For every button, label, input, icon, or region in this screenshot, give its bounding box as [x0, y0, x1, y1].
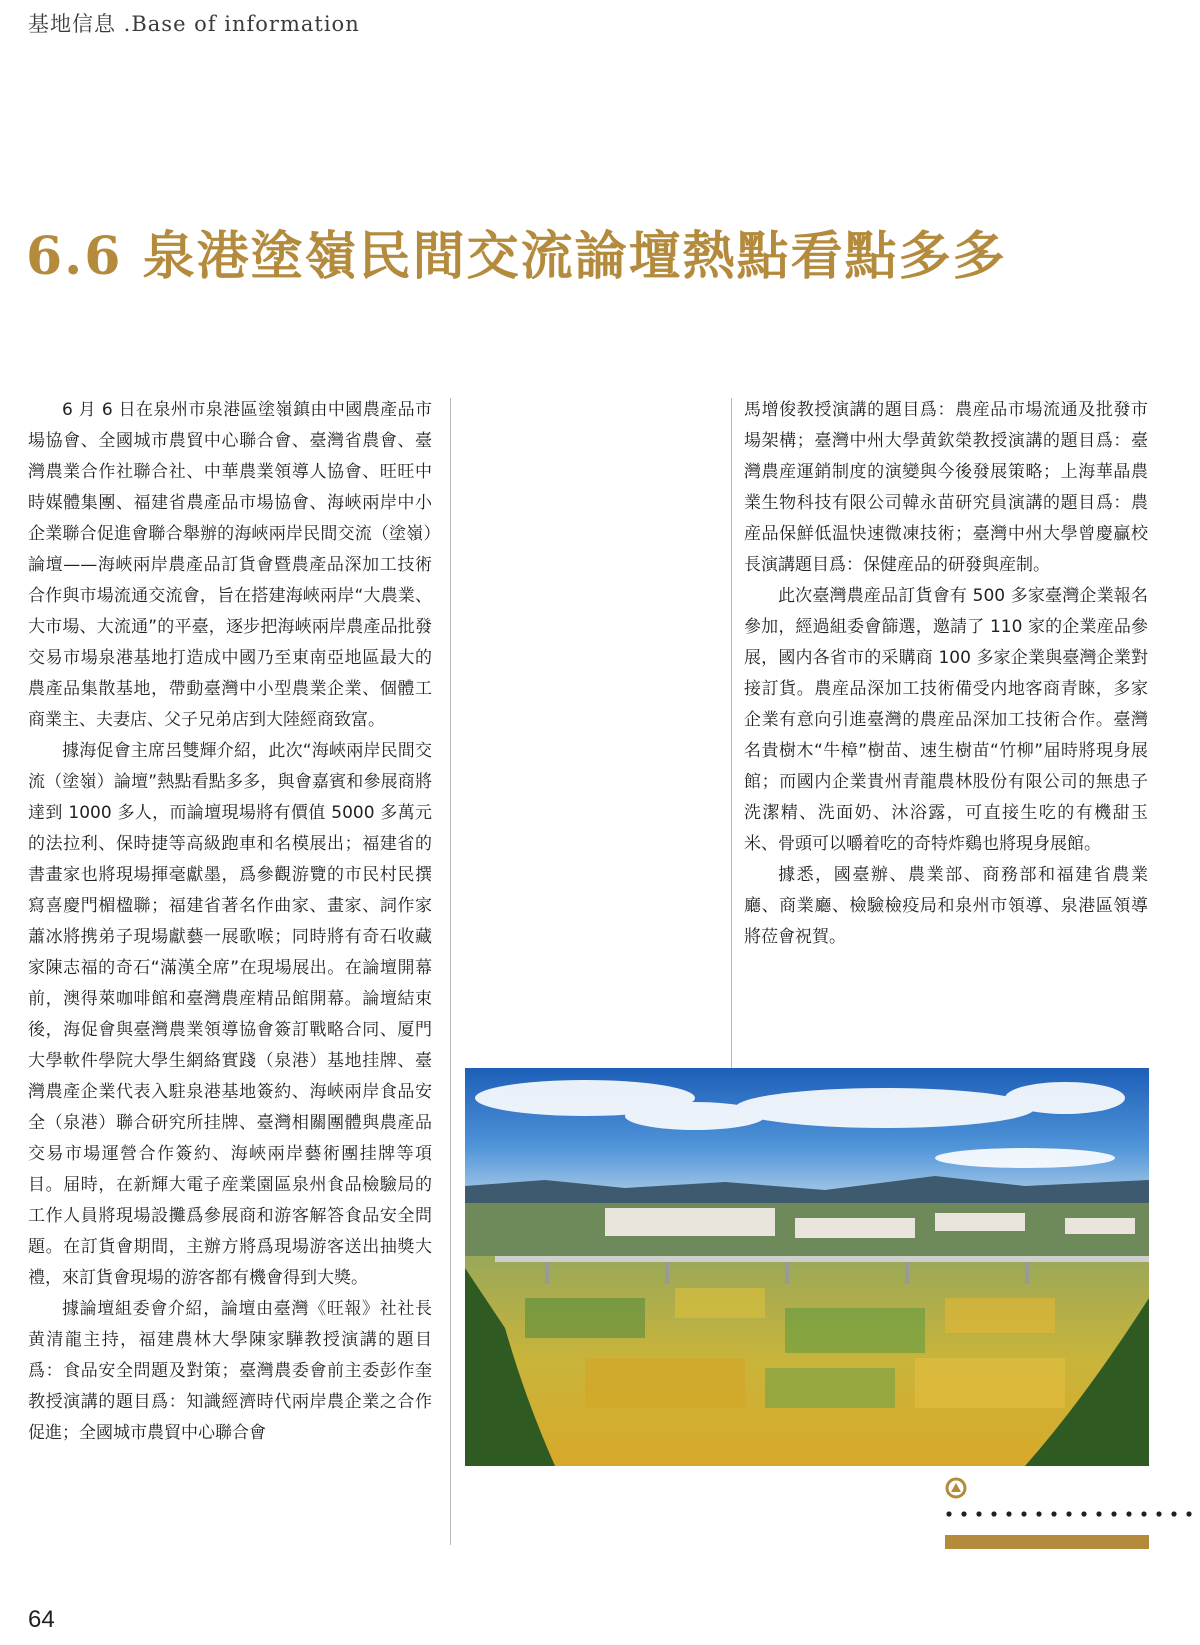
landscape-photo — [465, 1068, 1149, 1466]
dotted-line-decoration — [946, 1510, 1200, 1518]
decor-dot — [1006, 1511, 1011, 1516]
decor-dot — [1096, 1511, 1101, 1516]
decor-dot — [1036, 1511, 1041, 1516]
decor-dot — [1186, 1511, 1191, 1516]
paragraph: 據海促會主席呂雙輝介紹，此次“海峽兩岸民間交流（塗嶺）論壇”熱點看點多多，與會嘉賓和參展商將達到 1000 多人，而論壇現場將有價值 5000 多萬元的法拉利、保時捷等高級跑車和名模展出；福建省的書畫家也將現場揮毫獻墨，爲參觀游覽的市民村民撰寫喜慶門楣楹聯；福建省著名作曲家、畫家、詞作家蕭冰將携弟子現場獻藝一展歌喉；同時將有奇石收藏家陳志福的奇石“滿漢全席”在現場展出。在論壇開幕前，澳得萊咖啡館和臺灣農産精品館開幕。論壇結束後，海促會與臺灣農業領導協會簽訂戰略合同、厦門大學軟件學院大學生網絡實踐（泉港）基地挂牌、臺灣農產企業代表入駐泉港基地簽約、海峽兩岸食品安全（泉港）聯合研究所挂牌、臺灣相關團體與農產品交易市場運營合作簽約、海峽兩岸藝術團挂牌等項目。届時，在新輝大電子産業園區泉州食品檢驗局的工作人員將現場設攤爲參展商和游客解答食品安全問題。在訂貨會期間，主辦方將爲現場游客送出抽獎大禮，來訂貨會現場的游客都有機會得到大獎。 — [28, 741, 432, 1288]
article-right-column — [744, 395, 1148, 953]
paragraph: 據悉，國臺辦、農業部、商務部和福建省農業廳、商業廳、檢驗檢疫局和泉州市領導、泉港區領導將莅會祝賀。 — [744, 865, 1148, 947]
decor-dot — [1051, 1511, 1056, 1516]
column-divider — [450, 398, 451, 1545]
column-divider — [731, 398, 732, 1068]
triangle-icon — [945, 1477, 967, 1499]
decor-dot — [1171, 1511, 1176, 1516]
decor-dot — [1081, 1511, 1086, 1516]
decor-dot — [976, 1511, 981, 1516]
decor-dot — [1111, 1511, 1116, 1516]
decor-dot — [961, 1511, 966, 1516]
page-number: 64 — [28, 1606, 55, 1633]
paragraph: 據論壇組委會介紹，論壇由臺灣《旺報》社社長黄清龍主持，福建農林大學陳家驊教授演講的題目爲：食品安全問題及對策；臺灣農委會前主委彭作奎教授演講的題目爲：知識經濟時代兩岸農企業之合作促進；全國城市農貿中心聯合會 — [28, 1299, 432, 1443]
article-title: 6.6 泉港塗嶺民間交流論壇熱點看點多多 — [26, 226, 1007, 287]
paragraph: 馬增俊教授演講的題目爲：農産品市場流通及批發市場架構；臺灣中州大學黄欽榮教授演講的題目爲：臺灣農産運銷制度的演變與今後發展策略；上海華晶農業生物科技有限公司韓永苗研究員演講的題目爲：農産品保鮮低温快速微凍技術；臺灣中州大學曾慶贏校長演講題目爲：保健産品的研發與産制。 — [744, 400, 1148, 575]
decor-dot — [1141, 1511, 1146, 1516]
decor-dot — [946, 1511, 951, 1516]
decor-dot — [1021, 1511, 1026, 1516]
paragraph: 此次臺灣農産品訂貨會有 500 多家臺灣企業報名參加，經過組委會篩選，邀請了 110 家的企業産品參展，國内各省市的采購商 100 多家企業與臺灣企業對接訂貨。農産品深加工技術備受内地客商青睞，多家企業有意向引進臺灣的農産品深加工技術合作。臺灣名貴樹木“牛樟”樹苗、速生樹苗“竹柳”届時將現身展館；而國内企業貴州青龍農林股份有限公司的無患子洗潔精、洗面奶、沐浴露，可直接生吃的有機甜玉米、骨頭可以嚼着吃的奇特炸鷄也將現身展館。 — [744, 586, 1148, 854]
decor-dot — [1126, 1511, 1131, 1516]
article-left-column — [28, 395, 432, 1449]
paragraph: 6 月 6 日在泉州市泉港區塗嶺鎮由中國農產品市場協會、全國城市農貿中心聯合會、臺灣省農會、臺灣農業合作社聯合社、中華農業領導人協會、旺旺中時媒體集團、福建省農產品市場協會、海峽兩岸中小企業聯合促進會聯合舉辦的海峽兩岸民間交流（塗嶺）論壇——海峽兩岸農產品訂貨會暨農產品深加工技術合作與市場流通交流會，旨在搭建海峽兩岸“大農業、大市場、大流通”的平臺，逐步把海峽兩岸農產品批發交易市場泉港基地打造成中國乃至東南亞地區最大的農產品集散基地，帶動臺灣中小型農業企業、個體工商業主、夫妻店、父子兄弟店到大陸經商致富。 — [28, 400, 432, 730]
decor-dot — [1156, 1511, 1161, 1516]
section-header: 基地信息 .Base of information — [28, 12, 360, 36]
decor-dot — [1066, 1511, 1071, 1516]
decor-dot — [991, 1511, 996, 1516]
accent-bar — [945, 1535, 1149, 1549]
